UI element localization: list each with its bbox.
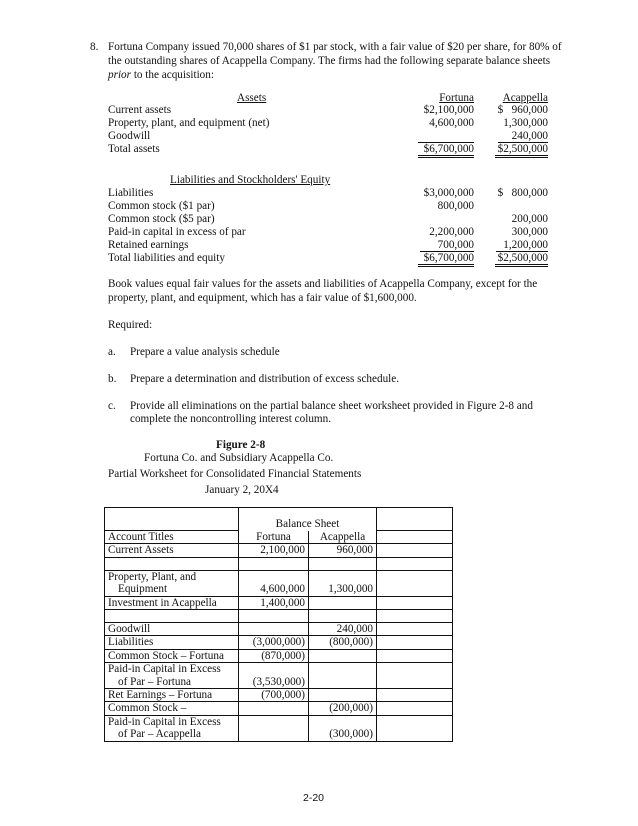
account-title-line1: Paid-in Capital in Excess <box>108 663 221 676</box>
asset-row-acappella: 240,000 <box>498 130 548 143</box>
account-title: Common Stock – Fortuna <box>105 649 239 662</box>
account-title: Goodwill <box>105 623 239 636</box>
acappella-value <box>309 557 377 570</box>
liab-row-label: Retained earnings <box>108 239 189 251</box>
acappella-value <box>309 689 377 702</box>
table-cell <box>377 557 453 570</box>
account-title <box>105 663 239 689</box>
fortuna-value <box>239 610 309 623</box>
required-label: Required: <box>108 319 153 331</box>
note-line2: property, plant, and equipment, which has a fair value of $1,600,000. <box>108 292 417 304</box>
liab-row-label: Common stock ($5 par) <box>108 213 215 225</box>
acappella-value <box>309 596 377 609</box>
acappella-value: (200,000) <box>309 702 377 715</box>
asset-row-acappella: $ 960,000 <box>497 104 548 116</box>
total-rule-fortuna <box>418 142 474 143</box>
asset-row-fortuna: $6,700,000 <box>418 143 474 158</box>
problem-intro-line1: Fortuna Company issued 70,000 shares of $1 par stock, with a fair value of $20 per share, for 80% of <box>108 41 562 53</box>
acappella-value <box>309 663 377 689</box>
asset-row-fortuna: $2,100,000 <box>423 104 474 116</box>
asset-row-fortuna: 4,600,000 <box>429 117 474 129</box>
page-number: 2-20 <box>303 792 325 804</box>
required-letter: c. <box>108 400 116 412</box>
figure-caption: Partial Worksheet for Consolidated Financial Statements <box>108 468 362 480</box>
asset-row-label: Current assets <box>108 104 172 116</box>
account-title-line2: of Par – Fortuna <box>118 675 192 688</box>
table-row <box>105 623 453 636</box>
table-row <box>105 570 453 596</box>
liab-row-label: Paid-in capital in excess of par <box>108 226 246 238</box>
acappella-value: 240,000 <box>309 623 377 636</box>
problem-intro-line3-rest: to the acquisition: <box>131 69 214 81</box>
asset-row-label: Total assets <box>108 143 160 155</box>
assets-header: Assets <box>237 92 267 104</box>
problem-intro-line2: the outstanding shares of Acappella Company. The firms had the following separate balance sheets <box>108 55 551 67</box>
fortuna-value: (700,000) <box>239 689 309 702</box>
acappella-value: 960,000 <box>309 544 377 557</box>
required-letter: a. <box>108 346 116 358</box>
liab-row-acappella: $2,500,000 <box>495 252 548 267</box>
table-cell <box>377 702 453 715</box>
acappella-value: (800,000) <box>309 636 377 649</box>
table-cell <box>377 531 453 544</box>
problem-number: 8. <box>90 41 99 53</box>
table-cell <box>377 636 453 649</box>
liab-row-label: Total liabilities and equity <box>108 252 225 264</box>
liab-row-fortuna: $6,700,000 <box>418 252 474 267</box>
col-fortuna-header: Fortuna <box>439 92 474 104</box>
figure-title: Figure 2-8 <box>216 439 266 451</box>
table-row <box>105 649 453 662</box>
fortuna-value: (3,000,000) <box>239 636 309 649</box>
account-title <box>105 715 239 741</box>
account-title-line1: Property, Plant, and <box>108 570 197 583</box>
table-cell <box>377 689 453 702</box>
table-cell <box>377 610 453 623</box>
figure-date: January 2, 20X4 <box>205 484 279 496</box>
account-title <box>105 570 239 596</box>
liabilities-header: Liabilities and Stockholders' Equity <box>170 174 331 186</box>
asset-row-label: Property, plant, and equipment (net) <box>108 117 270 129</box>
required-item-text-cont: complete the noncontrolling interest column. <box>130 413 332 425</box>
table-cell <box>377 623 453 636</box>
asset-row-acappella: $2,500,000 <box>495 143 548 158</box>
table-row <box>105 557 453 570</box>
prior-emphasis: prior <box>108 69 132 81</box>
liab-row-fortuna: 800,000 <box>437 200 474 212</box>
acappella-col-header: Acappella <box>309 531 377 544</box>
table-row <box>105 544 453 557</box>
account-title-line2: Equipment <box>118 583 168 596</box>
acappella-value: 1,300,000 <box>309 570 377 596</box>
table-row <box>105 689 453 702</box>
table-cell <box>377 663 453 689</box>
fortuna-value: 1,400,000 <box>239 596 309 609</box>
fortuna-value <box>239 557 309 570</box>
liab-row-acappella: 1,200,000 <box>496 239 548 252</box>
liab-row-acappella: $ 800,000 <box>497 187 548 199</box>
liab-row-label: Liabilities <box>108 187 154 199</box>
table-row <box>105 596 453 609</box>
table-row <box>105 531 453 544</box>
balance-sheet-header: Balance Sheet <box>239 508 377 531</box>
account-titles-header: Account Titles <box>105 531 239 544</box>
asset-row-acappella: 1,300,000 <box>503 117 548 129</box>
required-letter: b. <box>108 373 117 385</box>
fortuna-col-header: Fortuna <box>239 531 309 544</box>
liab-row-acappella: 300,000 <box>511 226 548 238</box>
liab-row-label: Common stock ($1 par) <box>108 200 215 212</box>
required-item-text: Prepare a value analysis schedule <box>130 346 280 358</box>
asset-row-label: Goodwill <box>108 130 151 142</box>
table-row <box>105 715 453 741</box>
table-cell <box>377 570 453 596</box>
figure-subtitle: Fortuna Co. and Subsidiary Acappella Co. <box>144 452 334 464</box>
account-title-line2: of Par – Acappella <box>118 728 201 741</box>
col-acappella-header: Acappella <box>502 92 548 104</box>
account-title-line1: Paid-in Capital in Excess <box>108 715 221 728</box>
fortuna-value: (3,530,000) <box>239 663 309 689</box>
liab-row-fortuna: 700,000 <box>420 239 474 252</box>
table-cell <box>377 649 453 662</box>
table-cell <box>377 715 453 741</box>
liab-row-fortuna: 2,200,000 <box>429 226 474 238</box>
fortuna-value: 2,100,000 <box>239 544 309 557</box>
table-row <box>105 636 453 649</box>
table-cell <box>377 544 453 557</box>
table-row <box>105 508 453 531</box>
table-cell <box>105 508 239 531</box>
table-row <box>105 663 453 689</box>
table-row <box>105 702 453 715</box>
table-row <box>105 610 453 623</box>
account-title <box>105 557 239 570</box>
account-title: Current Assets <box>105 544 239 557</box>
account-title: Liabilities <box>105 636 239 649</box>
required-item-text: Provide all eliminations on the partial balance sheet worksheet provided in Figure 2-8 and <box>130 400 533 412</box>
table-cell <box>377 596 453 609</box>
account-title: Common Stock – <box>105 702 239 715</box>
required-item-text: Prepare a determination and distribution of excess schedule. <box>130 373 400 385</box>
account-title: Investment in Acappella <box>105 596 239 609</box>
account-title <box>105 610 239 623</box>
note-line1: Book values equal fair values for the assets and liabilities of Acappella Company, except for the <box>108 278 538 290</box>
liab-row-acappella: 200,000 <box>511 213 548 225</box>
fortuna-value: (870,000) <box>239 649 309 662</box>
fortuna-value <box>239 623 309 636</box>
partial-worksheet-table <box>104 507 453 742</box>
acappella-value: (300,000) <box>309 715 377 741</box>
acappella-value <box>309 649 377 662</box>
table-cell <box>377 508 453 531</box>
acappella-value <box>309 610 377 623</box>
fortuna-value <box>239 702 309 715</box>
fortuna-value: 4,600,000 <box>239 570 309 596</box>
problem-intro-line3 <box>108 69 214 82</box>
fortuna-value <box>239 715 309 741</box>
liab-row-fortuna: $3,000,000 <box>423 187 474 199</box>
account-title: Ret Earnings – Fortuna <box>105 689 239 702</box>
